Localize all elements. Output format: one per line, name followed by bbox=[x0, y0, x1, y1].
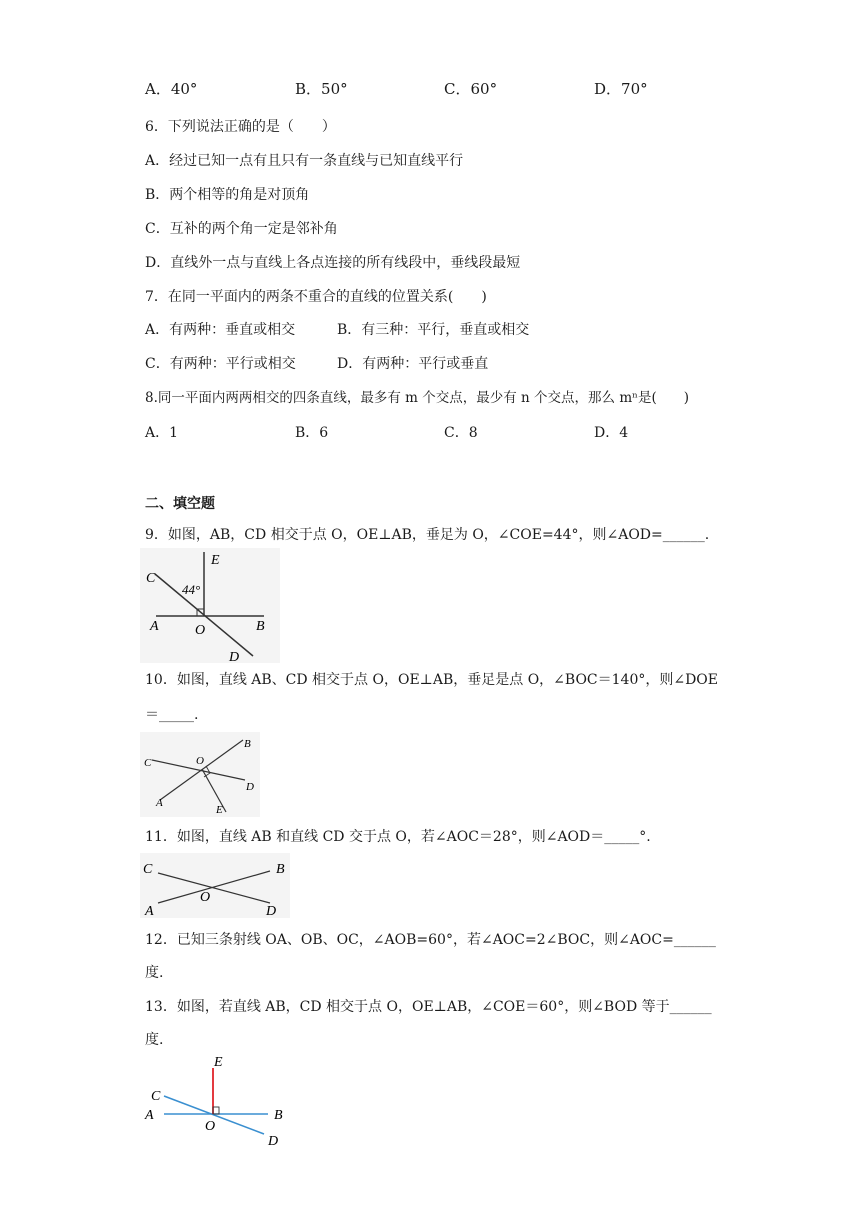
q9-label-a: A bbox=[150, 619, 159, 634]
q7-option-b: B．有三种：平行，垂直或相交 bbox=[337, 322, 530, 338]
q9-label-angle: 44° bbox=[182, 582, 201, 597]
q7-option-c: C．有两种：平行或相交 bbox=[145, 356, 296, 372]
q5-option-c: C．60° bbox=[444, 80, 498, 98]
q10-label-a: A bbox=[156, 797, 163, 809]
q10-stem-line2: ＝_____. bbox=[145, 707, 199, 723]
q9-figure bbox=[140, 548, 280, 663]
q11-figure bbox=[140, 853, 290, 918]
q7-option-d: D．有两种：平行或垂直 bbox=[337, 356, 489, 372]
q13-label-o: O bbox=[205, 1119, 216, 1134]
q13-label-a: A bbox=[145, 1108, 154, 1123]
q7-stem: 7．在同一平面内的两条不重合的直线的位置关系( ) bbox=[145, 289, 487, 305]
q13-label-d: D bbox=[268, 1134, 279, 1149]
q11-label-a: A bbox=[145, 904, 154, 918]
q11-label-b: B bbox=[276, 862, 285, 877]
q13-label-e: E bbox=[214, 1055, 223, 1070]
q11-label-o: O bbox=[200, 890, 211, 905]
q10-label-e: E bbox=[216, 804, 223, 816]
q13-stem-line2: 度. bbox=[145, 1032, 164, 1048]
q10-stem-line1: 10．如图，直线 AB、CD 相交于点 O，OE⊥AB，垂足是点 O，∠BOC＝140°，则∠DOE bbox=[145, 672, 719, 688]
q11-stem: 11．如图，直线 AB 和直线 CD 交于点 O，若∠AOC＝28°，则∠AOD＝_____°. bbox=[145, 829, 651, 845]
q9-stem: 9．如图，AB，CD 相交于点 O，OE⊥AB，垂足为 O，∠COE=44°，则∠AOD=______. bbox=[145, 527, 710, 543]
q5-option-a: A．40° bbox=[145, 80, 198, 98]
q13-label-c: C bbox=[151, 1089, 161, 1104]
q10-label-o: O bbox=[196, 755, 204, 767]
section-title: 二、填空题 bbox=[145, 496, 215, 512]
q6-option-b: B．两个相等的角是对顶角 bbox=[145, 187, 310, 203]
q12-stem-line2: 度. bbox=[145, 965, 164, 981]
q8-option-b: B．6 bbox=[295, 425, 329, 441]
q11-label-d: D bbox=[266, 904, 277, 918]
q5-option-b: B．50° bbox=[295, 80, 348, 98]
q6-stem: 6．下列说法正确的是（ ） bbox=[145, 119, 336, 135]
q9-label-c: C bbox=[146, 571, 156, 586]
q8-option-c: C．8 bbox=[444, 425, 478, 441]
q10-figure bbox=[140, 732, 260, 817]
q6-option-c: C．互补的两个角一定是邻补角 bbox=[145, 221, 338, 237]
q9-label-d: D bbox=[229, 650, 240, 663]
q13-figure bbox=[140, 1052, 300, 1152]
q10-label-d: D bbox=[246, 781, 254, 793]
q10-label-b: B bbox=[244, 738, 251, 750]
q10-label-c: C bbox=[144, 757, 152, 769]
q13-label-b: B bbox=[274, 1108, 283, 1123]
q6-option-a: A．经过已知一点有且只有一条直线与已知直线平行 bbox=[145, 153, 464, 169]
q8-option-a: A．1 bbox=[145, 425, 179, 441]
q8-option-d: D．4 bbox=[594, 425, 629, 441]
q5-option-d: D．70° bbox=[594, 80, 648, 98]
q7-option-a: A．有两种：垂直或相交 bbox=[145, 322, 296, 338]
q9-label-b: B bbox=[256, 619, 265, 634]
q8-stem: 8.同一平面内两两相交的四条直线，最多有 m 个交点，最少有 n 个交点，那么 mⁿ是( ) bbox=[145, 390, 690, 406]
q12-stem-line1: 12．已知三条射线 OA、OB、OC，∠AOB=60°，若∠AOC=2∠BOC，则∠AOC=______ bbox=[145, 932, 716, 948]
q9-label-e: E bbox=[211, 553, 220, 568]
q6-option-d: D．直线外一点与直线上各点连接的所有线段中，垂线段最短 bbox=[145, 255, 521, 271]
q13-stem-line1: 13．如图，若直线 AB，CD 相交于点 O，OE⊥AB，∠COE＝60°，则∠BOD 等于______ bbox=[145, 999, 712, 1015]
q9-label-o: O bbox=[195, 623, 206, 638]
q11-label-c: C bbox=[143, 862, 153, 877]
